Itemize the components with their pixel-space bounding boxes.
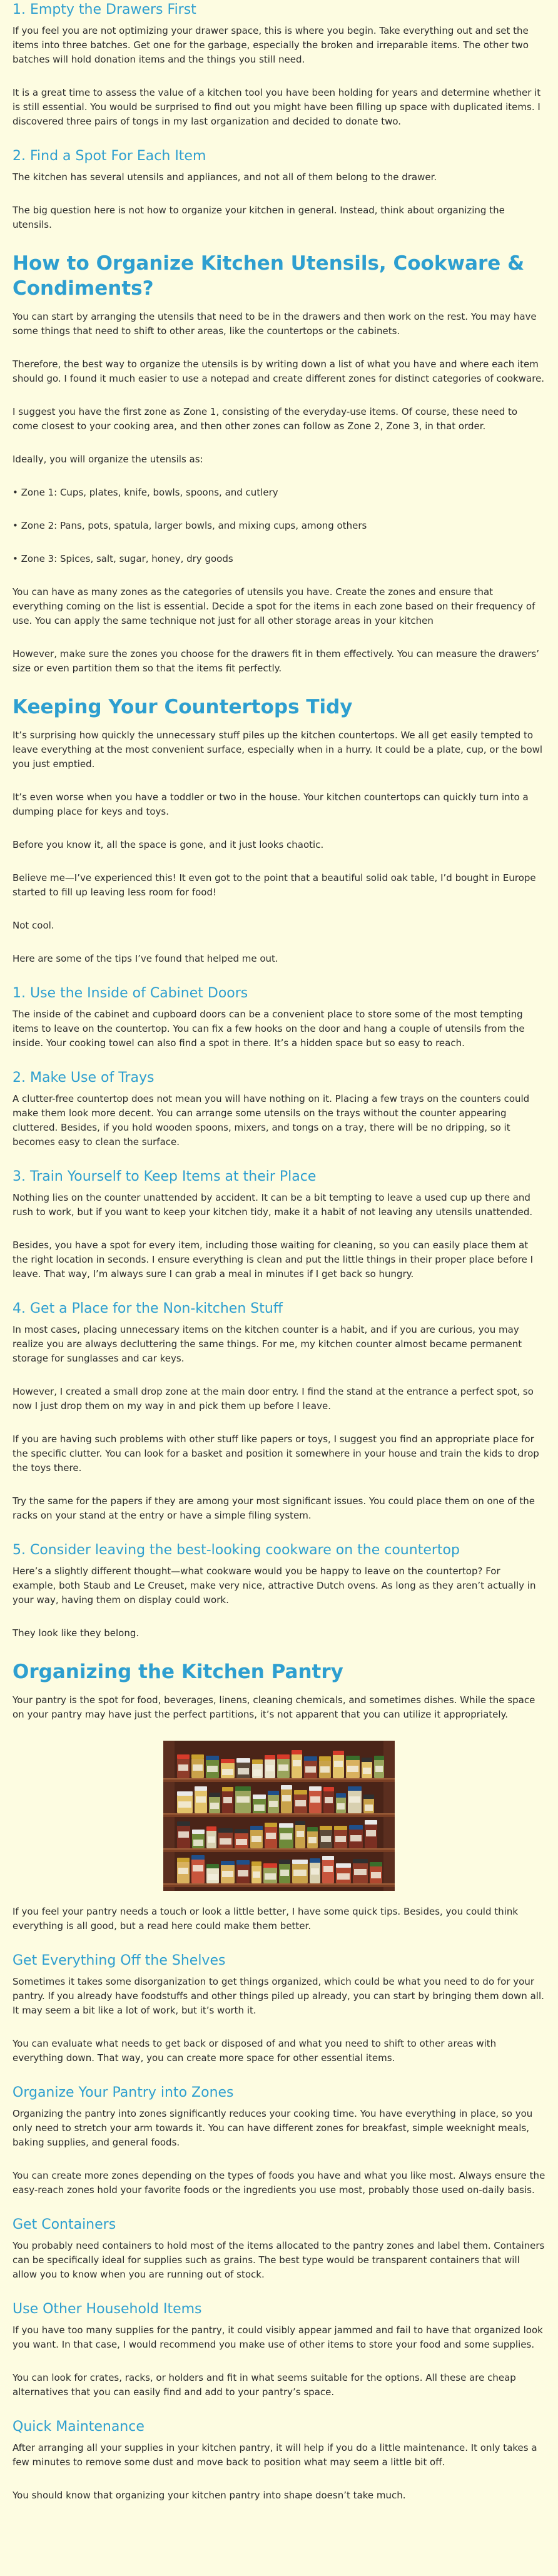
section-heading: Keeping Your Countertops Tidy (13, 696, 353, 718)
paragraph: You can look for crates, racks, or holders and fit in what seems suitable for the options. All these are cheap alternatives that you can easily find and add to your pantry’s space. (13, 2372, 516, 2398)
subsection-heading: 4. Get a Place for the Non-kitchen Stuff (13, 1301, 283, 1316)
paragraph: It is a great time to assess the value of a kitchen tool you have been holding for years and determine whether it is still essential. You would be surprised to find out you might have been filling up space with duplicated items. I discovered three pairs of tongs in my last organization and decided to donate two. (13, 87, 541, 127)
paragraph: In most cases, placing unnecessary items on the kitchen counter is a habit, and if you are curious, you may realize you are always decluttering the same things. For me, my kitchen counter almost became permanent storage for sunglasses and car keys. (13, 1324, 522, 1364)
paragraph: Here’s a slightly different thought—what cookware would you be happy to leave on the countertop? For example, both Staub and Le Creuset, make very nice, attractive Dutch ovens. As long as they aren’t actually in your way, having them on display could work. (13, 1565, 536, 1606)
paragraph: • Zone 1: Cups, plates, knife, bowls, spoons, and cutlery (13, 487, 278, 498)
paragraph: If you feel you are not optimizing your drawer space, this is where you begin. Take everything out and set the items into three batches. Get one for the garbage, especially the broken and irreparable items. The other two batches will hold donation items and the things you still need. (13, 25, 529, 65)
paragraph: It’s even worse when you have a toddler or two in the house. Your kitchen countertops can quickly turn into a dumping place for keys and toys. (13, 792, 529, 817)
paragraph: • Zone 2: Pans, pots, spatula, larger bowls, and mixing cups, among others (13, 520, 367, 531)
paragraph: After arranging all your supplies in your kitchen pantry, it will help if you do a little maintenance. It only takes a few minutes to remove some dust and move back to position what may seem a little bit off. (13, 2442, 537, 2468)
subsection-heading: Use Other Household Items (13, 2301, 202, 2317)
paragraph: Ideally, you will organize the utensils as: (13, 454, 203, 465)
paragraph: Your pantry is the spot for food, beverages, linens, cleaning chemicals, and sometimes dishes. While the space on your pantry may have just the perfect partitions, it’s not apparent that you can utilize it appropriately. (13, 1694, 535, 1720)
paragraph: They look like they belong. (13, 1627, 140, 1639)
subsection-heading: Get Containers (13, 2217, 116, 2232)
paragraph: If you are having such problems with other stuff like papers or toys, I suggest you find an appropriate place for the specific clutter. You can look for a basket and position it somewhere in your house and train the kids to drop the toys there. (13, 1433, 539, 1474)
subsection-heading: 3. Train Yourself to Keep Items at their Place (13, 1169, 317, 1184)
paragraph: You can create more zones depending on the types of foods you have and what you like most. Always ensure the easy-reach zones hold your favorite foods or the ingredients you use most, probably those used on-daily basis. (13, 2170, 545, 2196)
paragraph: If you have too many supplies for the pantry, it could visibly appear jammed and fail to have that organized look you want. In that case, I would recommend you make use of other items to store your food and some supplies. (13, 2324, 543, 2350)
paragraph: I suggest you have the first zone as Zone 1, consisting of the everyday-use items. Of course, these need to come closest to your cooking area, and then other zones can follow as Zone 2, Zone 3, in that order. (13, 406, 518, 432)
paragraph: You can evaluate what needs to get back or disposed of and what you need to shift to other areas with everything down. That way, you can create more space for other essential items. (13, 2038, 497, 2064)
paragraph: • Zone 3: Spices, salt, sugar, honey, dry goods (13, 553, 233, 564)
paragraph: Before you know it, all the space is gone, and it just looks chaotic. (13, 839, 324, 850)
paragraph: The big question here is not how to organize your kitchen in general. Instead, think about organizing the utensils. (13, 205, 505, 230)
paragraph: However, I created a small drop zone at the main door entry. I find the stand at the entrance a perfect spot, so now I just drop them on my way in and pick them up before I leave. (13, 1386, 534, 1412)
paragraph: Believe me—I’ve experienced this! It even got to the point that a beautiful solid oak table, I’d bought in Europe started to fill up leaving less room for food! (13, 872, 536, 898)
paragraph: Organizing the pantry into zones significantly reduces your cooking time. You have everything in place, so you only need to stretch your arm towards it. You can have different zones for breakfast, simple weeknight meals, baking supplies, and general foods. (13, 2108, 533, 2148)
paragraph: You can have as many zones as the categories of utensils you have. Create the zones and ensure that everything coming on the list is essential. Decide a spot for the items in each zone based on their frequency of use. You can apply the same technique not just for all other storage areas in your kitchen (13, 586, 535, 626)
subsection-heading: Quick Maintenance (13, 2419, 145, 2435)
paragraph: You can start by arranging the utensils that need to be in the drawers and then work on the rest. You may have some things that need to shift to other areas, like the countertops or the cabinets. (13, 311, 537, 337)
paragraph: You probably need containers to hold most of the items allocated to the pantry zones and label them. Containers can be specifically ideal for supplies such as grains. The best type would be transparent containers that will allow you to know when you are running out of stock. (13, 2240, 545, 2280)
paragraph: You should know that organizing your kitchen pantry into shape doesn’t take much. (13, 2490, 406, 2501)
section-heading: How to Organize Kitchen Utensils, Cookware & Condiments? (13, 252, 525, 300)
subsection-heading: Get Everything Off the Shelves (13, 1953, 226, 1968)
subsection-heading: 1. Use the Inside of Cabinet Doors (13, 985, 248, 1001)
paragraph: Besides, you have a spot for every item, including those waiting for cleaning, so you can easily place them at the right location in seconds. I ensure everything is clean and put the little things in their proper place before I leave. That way, I’m always sure I can grab a meal in minutes if I get back so hungry. (13, 1240, 534, 1280)
subsection-heading: 1. Empty the Drawers First (13, 2, 196, 18)
paragraph: If you feel your pantry needs a touch or look a little better, I have some quick tips. Besides, you could think everything is all good, but a read here could make them better. (13, 1906, 519, 1932)
paragraph: However, make sure the zones you choose for the drawers fit in them effectively. You can measure the drawers’ size or even partition them so that the items fit perfectly. (13, 648, 539, 674)
spice-rack-image (163, 1741, 395, 1891)
paragraph: Sometimes it takes some disorganization to get things organized, which could be what you need to do for your pantry. If you already have foodstuffs and other things piled up already, you can start by bringing them down all. It may seem a bit like a lot of work, but it’s worth it. (13, 1976, 544, 2016)
paragraph: Therefore, the best way to organize the utensils is by writing down a list of what you have and where each item should go. I found it much easier to use a notepad and create different zones for distinct categories of cookware. (13, 359, 545, 384)
paragraph: The kitchen has several utensils and appliances, and not all of them belong to the drawer. (13, 171, 437, 183)
paragraph: Not cool. (13, 920, 54, 931)
section-heading: Organizing the Kitchen Pantry (13, 1661, 343, 1683)
subsection-heading: 2. Make Use of Trays (13, 1070, 155, 1086)
paragraph: Try the same for the papers if they are among your most significant issues. You could place them on one of the racks on your stand at the entry or have a simple filing system. (13, 1495, 535, 1521)
paragraph: A clutter-free countertop does not mean you will have nothing on it. Placing a few trays on the counters could make them look more decent. You can arrange some utensils on the trays without the counter appearing cluttered. Besides, if you hold wooden spoons, mixers, and tongs on a tray, there will be no dripping, so it becomes easy to clean the surface. (13, 1093, 530, 1148)
subsection-heading: Organize Your Pantry into Zones (13, 2085, 234, 2100)
paragraph: The inside of the cabinet and cupboard doors can be a convenient place to store some of the most tempting items to leave on the countertop. You can fix a few hooks on the door and hang a couple of utensils from the inside. Your cooking towel can also find a spot in there. It’s a hidden space but so easy to reach. (13, 1009, 525, 1049)
spice-rack-icon (163, 1741, 395, 1891)
subsection-heading: 5. Consider leaving the best-looking cookware on the countertop (13, 1542, 460, 1558)
subsection-heading: 2. Find a Spot For Each Item (13, 148, 206, 164)
paragraph: It’s surprising how quickly the unnecessary stuff piles up the kitchen countertops. We all get easily tempted to leave everything at the most convenient surface, especially when in a hurry. It could be a plate, cup, or the bowl you just emptied. (13, 730, 543, 770)
paragraph: Nothing lies on the counter unattended by accident. It can be a bit tempting to leave a used cup up there and rush to work, but if you want to keep your kitchen tidy, make it a habit of not leaving any utensils unattended. (13, 1192, 533, 1218)
paragraph: Here are some of the tips I’ve found that helped me out. (13, 953, 278, 964)
